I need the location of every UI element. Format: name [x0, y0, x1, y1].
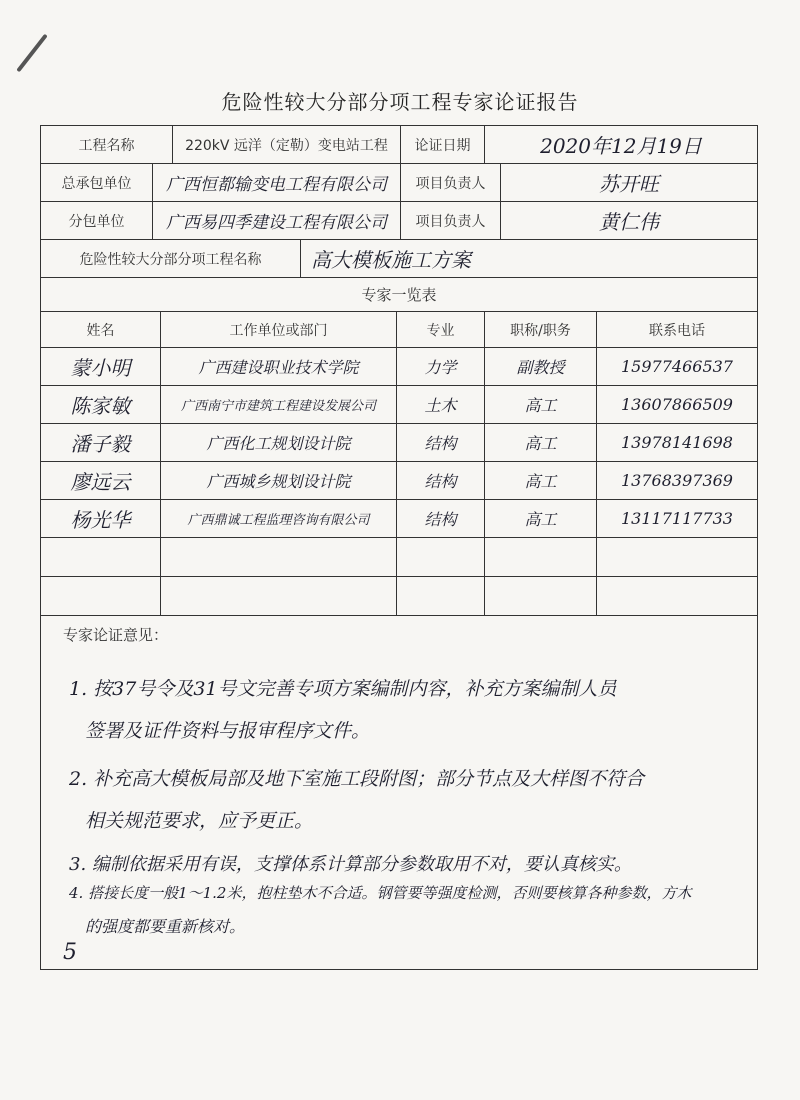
expert-name: 潘子毅	[41, 424, 161, 461]
general-contractor-label: 总承包单位	[41, 164, 153, 201]
expert-specialty: 结构	[397, 500, 485, 537]
subproject-value: 高大模板施工方案	[311, 248, 471, 272]
expert-row	[41, 348, 757, 386]
row-general-contractor	[41, 164, 757, 202]
gc-manager-label: 项目负责人	[401, 164, 501, 201]
expert-workplace: 广西化工规划设计院	[161, 424, 397, 461]
date-value: 2020年12月19日	[540, 134, 702, 158]
header-title: 职称/职务	[485, 312, 597, 347]
expert-phone: 13117117733	[621, 509, 733, 528]
expert-workplace: 广西城乡规划设计院	[161, 462, 397, 499]
opinion-line: 2. 补充高大模板局部及地下室施工段附图；部分节点及大样图不符合	[69, 768, 645, 790]
date-label: 论证日期	[401, 126, 485, 163]
page-mark: 5	[63, 940, 77, 965]
expert-workplace: 广西鼎诚工程监理咨询有限公司	[161, 500, 397, 537]
expert-name: 蒙小明	[41, 348, 161, 385]
expert-title: 高工	[485, 424, 597, 461]
expert-workplace: 广西建设职业技术学院	[161, 348, 397, 385]
project-name-value: 220kV 远洋（定勒）变电站工程	[173, 126, 401, 163]
general-contractor-value: 广西恒都输变电工程有限公司	[153, 164, 401, 201]
expert-workplace: 广西南宁市建筑工程建设发展公司	[161, 386, 397, 423]
expert-section-row	[41, 278, 757, 312]
expert-specialty: 土木	[397, 386, 485, 423]
sub-manager-label: 项目负责人	[401, 202, 501, 239]
expert-specialty: 结构	[397, 462, 485, 499]
scan-mark	[16, 34, 47, 73]
expert-phone: 13978141698	[621, 433, 733, 452]
subcontractor-label: 分包单位	[41, 202, 153, 239]
report-title: 危险性较大分部分项工程专家论证报告	[221, 90, 579, 114]
gc-manager-value: 苏开旺	[599, 172, 659, 196]
row-subcontractor	[41, 202, 757, 240]
opinion-line: 1. 按37号令及31号文完善专项方案编制内容，补充方案编制人员	[69, 678, 617, 700]
opinion-line: 的强度都要重新核对。	[85, 917, 246, 936]
opinion-line: 签署及证件资料与报审程序文件。	[85, 720, 371, 742]
expert-phone: 13768397369	[621, 471, 733, 490]
report-table	[40, 125, 758, 970]
expert-row-empty	[41, 538, 757, 577]
expert-specialty: 结构	[397, 424, 485, 461]
expert-row-empty	[41, 577, 757, 616]
expert-header-row	[41, 312, 757, 348]
expert-row	[41, 500, 757, 538]
expert-name: 廖远云	[41, 462, 161, 499]
sub-manager-value: 黄仁伟	[599, 210, 659, 234]
expert-title: 高工	[485, 386, 597, 423]
expert-row	[41, 386, 757, 424]
header-name: 姓名	[41, 312, 161, 347]
expert-specialty: 力学	[397, 348, 485, 385]
expert-title: 高工	[485, 462, 597, 499]
expert-title: 高工	[485, 500, 597, 537]
subproject-label: 危险性较大分部分项工程名称	[41, 240, 301, 277]
opinion-label: 专家论证意见：	[63, 626, 169, 644]
header-workplace: 工作单位或部门	[161, 312, 397, 347]
subcontractor-value: 广西易四季建设工程有限公司	[153, 202, 401, 239]
row-subproject	[41, 240, 757, 278]
expert-phone: 13607866509	[621, 395, 733, 414]
expert-section-title: 专家一览表	[361, 286, 437, 304]
expert-opinion-section	[41, 616, 757, 969]
expert-title: 副教授	[485, 348, 597, 385]
opinion-line: 3. 编制依据采用有误，支撑体系计算部分参数取用不对，要认真核实。	[69, 854, 632, 875]
header-specialty: 专业	[397, 312, 485, 347]
expert-phone: 15977466537	[621, 357, 733, 376]
opinion-line: 4. 搭接长度一般1～1.2米，抱柱垫木不合适。钢管要等强度检测，否则要核算各种参数，方木	[69, 884, 692, 902]
expert-row	[41, 462, 757, 500]
row-project	[41, 126, 757, 164]
expert-name: 杨光华	[41, 500, 161, 537]
opinion-line: 相关规范要求，应予更正。	[85, 810, 314, 832]
project-name-label: 工程名称	[41, 126, 173, 163]
expert-name: 陈家敏	[41, 386, 161, 423]
header-phone: 联系电话	[649, 322, 705, 339]
expert-row	[41, 424, 757, 462]
